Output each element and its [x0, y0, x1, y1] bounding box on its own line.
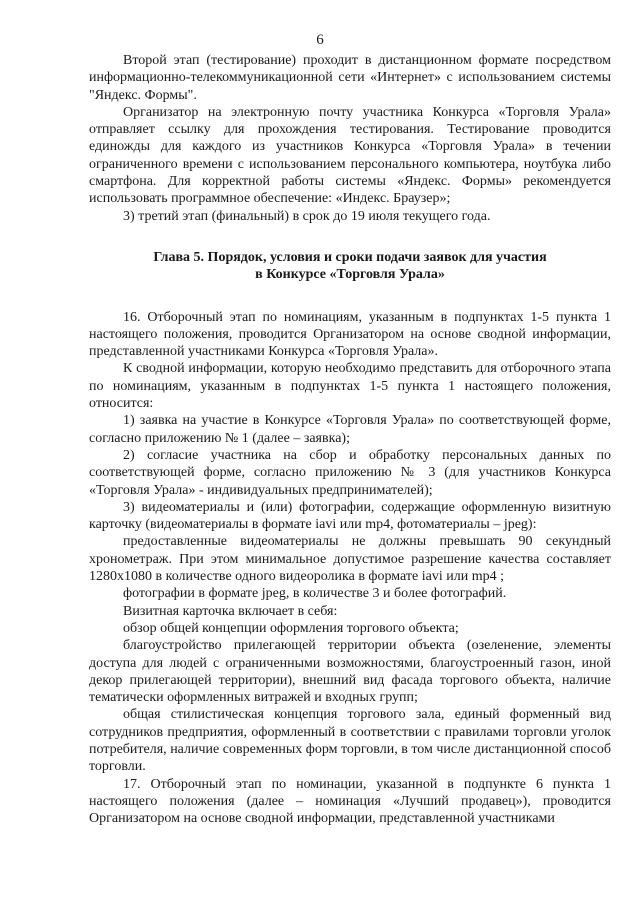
spacer — [89, 284, 611, 309]
paragraph-17: 17. Отборочный этап по номинации, указанной в подпункте 6 пункта 1 настоящего положения (далее – номинация «Лучший продавец»), проводится Организатором на основе сводной информации, представленной участниками — [89, 776, 611, 827]
chapter-heading — [89, 249, 611, 284]
paragraph-stage-3: 3) третий этап (финальный) в срок до 19 июля текущего года. — [123, 208, 491, 224]
page-number: 6 — [316, 32, 324, 48]
paragraph-hall-concept: общая стилистическая концепция торгового зала, единый форменный вид сотрудников предприятия, оформленный в соответствии с правилами торговли уголок потребителя, наличие современных форм торговли, в том числе дистанционной способ торговли. — [89, 707, 611, 775]
list-item-application: 1) заявка на участие в Конкурсе «Торговля Урала» по соответствующей форме, согласно приложению № 1 (далее – заявка); — [89, 413, 611, 446]
paragraph-photo-requirements: фотографии в формате jpeg, в количестве 3 и более фотографий. — [123, 586, 507, 602]
chapter-heading-line-1: Глава 5. Порядок, условия и сроки подачи заявок для участия — [153, 249, 547, 265]
paragraph-landscaping: благоустройство прилегающей территории объекта (озеленение, элементы доступа для людей с ограниченными возможностями, благоустроенный газон, иной декор прилегающей территории), внешний вид фасада торгового объекта, наличие тематически оформленных витражей и входных групп; — [89, 638, 611, 706]
paragraph-concept-overview: обзор общей концепции оформления торгового объекта; — [123, 620, 459, 636]
paragraph-testing: Организатор на электронную почту участника Конкурса «Торговля Урала» отправляет ссылку для прохождения тестирования. Тестирование проводится единожды для каждого из участников Конкурса «Торговля Урала» в течении ограниченного времени с использованием персонального компьютера, ноутбука либо смартфона. Для корректной работы системы «Яндекс. Формы» рекомендуется использовать программное обеспечение: «Индекс. Браузер»; — [89, 104, 611, 207]
paragraph-card-includes: Визитная карточка включает в себя: — [123, 603, 338, 619]
document-body — [89, 52, 611, 827]
chapter-heading-line-2: в Конкурсе «Торговля Урала» — [255, 267, 445, 283]
list-item-media: 3) видеоматериалы и (или) фотографии, содержащие оформленную визитную карточку (видеоматериалы в формате iavi или mp4, фотоматериалы – jpeg): — [89, 499, 611, 533]
list-item-consent: 2) согласие участника на сбор и обработку персональных данных по соответствующей форме, согласно приложению № 3 (для участников Конкурса «Торговля Урала» - индивидуальных предпринимателей); — [89, 447, 611, 498]
paragraph-16: 16. Отборочный этап по номинациям, указанным в подпунктах 1-5 пункта 1 настоящего положения, проводится Организатором на основе сводной информации, представленной участниками Конкурса «Торговля Урала». — [89, 309, 611, 360]
paragraph-stage-2: Второй этап (тестирование) проходит в дистанционном формате посредством информационно-телекоммуникационной сети «Интернет» с использованием системы "Яндекс. Формы". — [89, 53, 611, 103]
paragraph-summary-info: К сводной информации, которую необходимо представить для отборочного этапа по номинациям, указанным в подпунктах 1-5 пункта 1 настоящего положения, относится: — [89, 361, 611, 412]
paragraph-video-requirements: предоставленные видеоматериалы не должны превышать 90 секундный хронометраж. При этом минимальное допустимое разрешение качества составляет 1280х1080 в количестве одного видеоролика в формате iavi или mp4 ; — [89, 534, 611, 585]
